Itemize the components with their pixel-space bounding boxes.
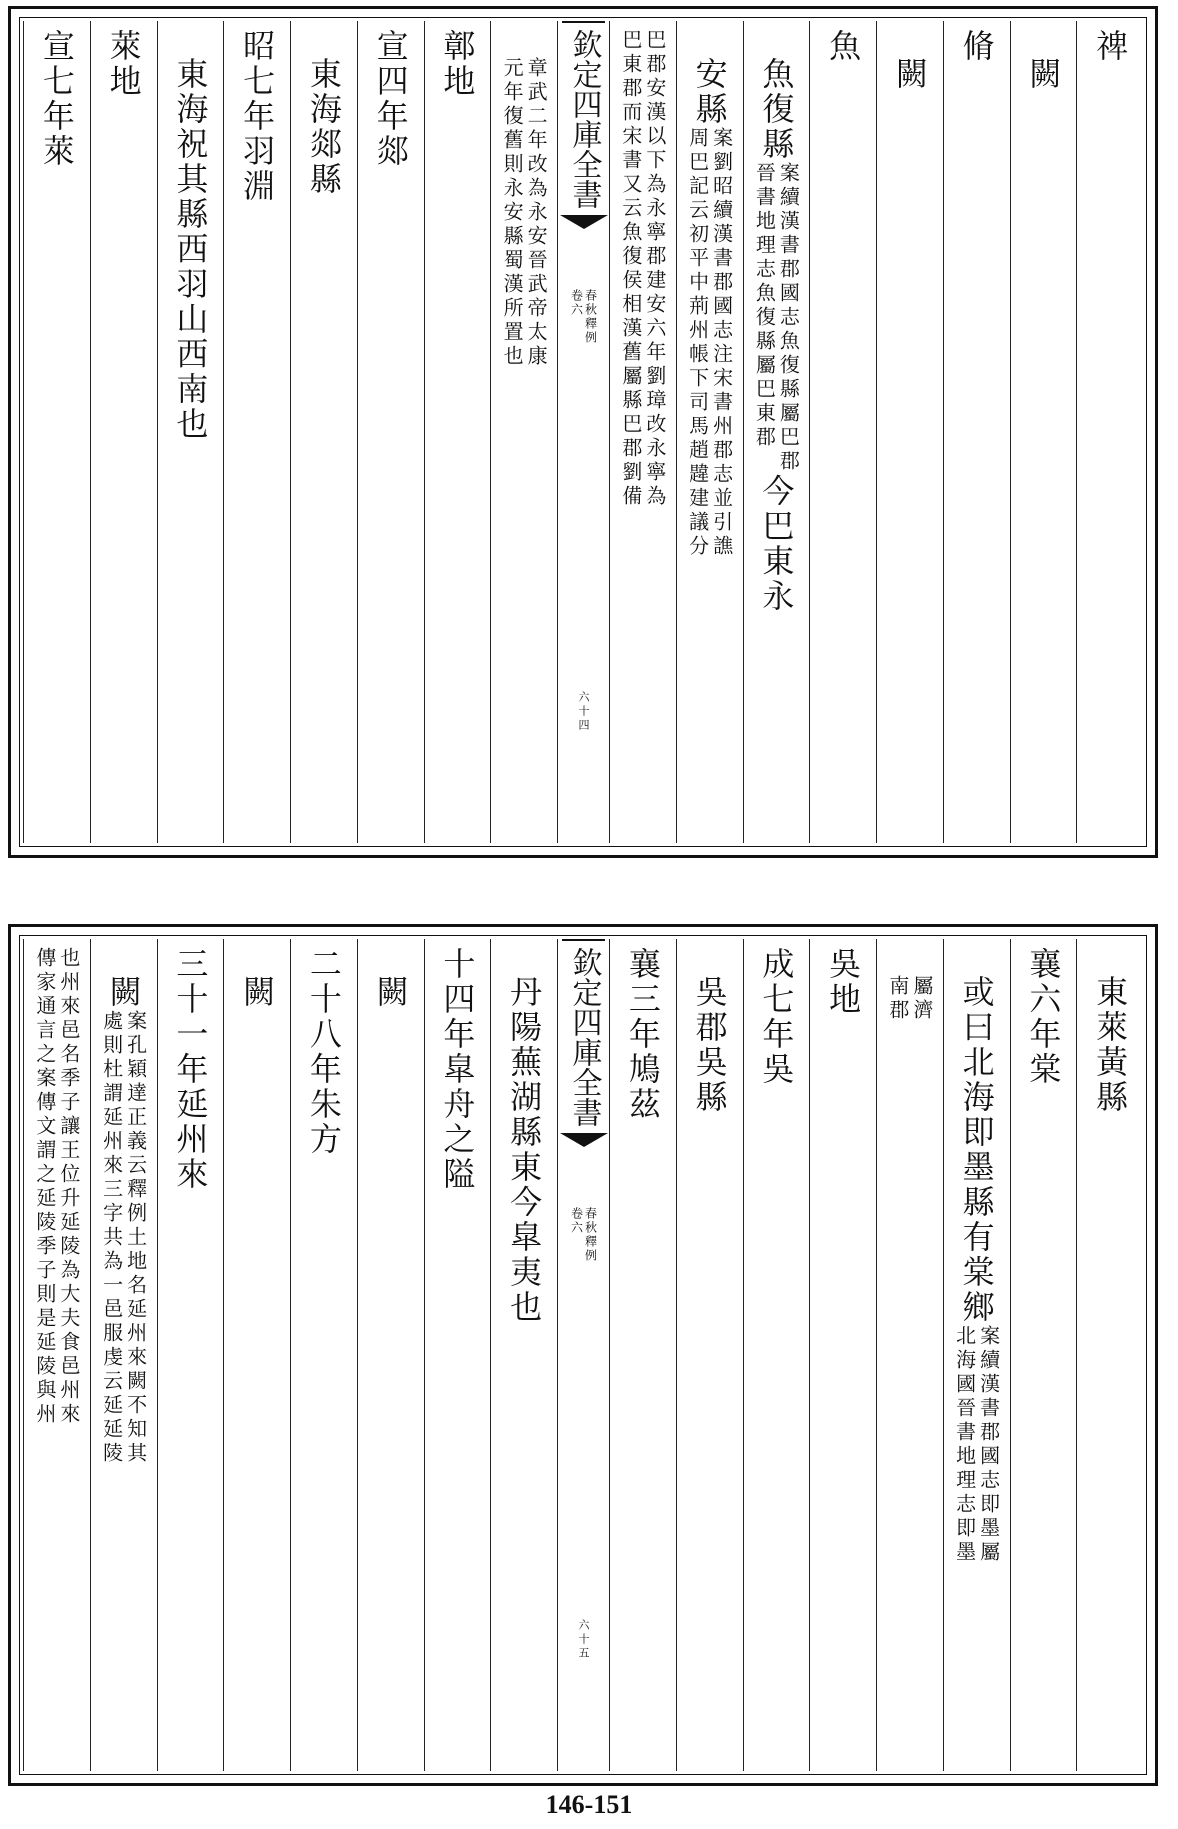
top-page-panel	[8, 6, 1158, 858]
library-title: 欽定四庫全書	[566, 947, 602, 1127]
volume-label-line: 春秋釋例	[583, 289, 598, 345]
main-text: 禆	[1091, 29, 1130, 64]
text-column	[23, 939, 90, 1771]
commentary-block	[752, 162, 801, 474]
commentary-block	[618, 29, 667, 509]
fold-rule	[562, 21, 605, 23]
column-content	[238, 29, 277, 843]
text-column	[424, 21, 491, 843]
text-column	[1076, 21, 1143, 843]
column-content	[685, 57, 734, 843]
commentary-line: 南郡	[885, 975, 910, 1023]
main-text: 吳郡吳縣	[690, 975, 729, 1115]
commentary-line: 元年復舊則永安縣蜀漢所置也	[500, 57, 525, 369]
column-content	[618, 29, 667, 843]
column-content	[757, 947, 796, 1771]
text-column	[357, 21, 424, 843]
volume-label	[571, 289, 597, 345]
commentary-line: 處則杜謂延州來三字共為一邑服虔云延延陵	[99, 1010, 124, 1466]
text-column	[676, 21, 743, 843]
main-text: 脩	[957, 29, 996, 64]
commentary-line: 屬濟	[909, 975, 934, 1023]
commentary-block	[32, 947, 81, 1427]
fish-tail-mark	[560, 215, 608, 229]
main-text: 昭七年羽淵	[238, 29, 277, 204]
center-fold-column	[557, 939, 609, 1771]
column-content	[623, 947, 662, 1771]
volume-label	[571, 1207, 597, 1263]
column-content	[1024, 947, 1063, 1771]
volume-label-line: 春秋釋例	[583, 1207, 598, 1263]
library-title: 欽定四庫全書	[566, 29, 602, 209]
main-text: 魚復縣	[757, 57, 796, 162]
column-content	[752, 57, 801, 843]
text-column	[23, 21, 90, 843]
commentary-line: 案續漢書郡國志魚復縣屬巴郡	[776, 162, 801, 474]
column-content	[238, 975, 277, 1771]
main-text: 東萊黃縣	[1091, 975, 1130, 1115]
column-content	[1091, 975, 1130, 1771]
main-text: 東海祝其縣西羽山西南也	[171, 57, 210, 442]
text-column	[90, 21, 157, 843]
text-column	[609, 939, 676, 1771]
column-content	[304, 947, 343, 1771]
main-text: 闕	[104, 975, 143, 1010]
column-content	[37, 29, 76, 843]
main-text: 丹陽蕪湖縣東今皐夷也	[505, 975, 544, 1325]
text-column	[743, 21, 810, 843]
text-column	[809, 21, 876, 843]
commentary-block	[952, 1325, 1001, 1565]
commentary-line: 巴東郡而宋書又云魚復侯相漢舊屬縣巴郡劉備	[618, 29, 643, 509]
folio-number: 六十四	[577, 691, 590, 733]
main-text: 宣四年郯	[371, 29, 410, 169]
text-column	[157, 21, 224, 843]
column-content	[104, 29, 143, 843]
column-content	[824, 947, 863, 1771]
column-content	[952, 975, 1001, 1771]
column-content	[171, 947, 210, 1771]
commentary-line: 章武二年改為永安晉武帝太康	[524, 57, 549, 369]
text-column	[609, 21, 676, 843]
text-column	[876, 21, 943, 843]
commentary-block	[685, 127, 734, 559]
text-column	[743, 939, 810, 1771]
main-text: 魚	[824, 29, 863, 64]
column-content	[957, 29, 996, 843]
main-text: 闕	[371, 975, 410, 1010]
column-content	[885, 975, 934, 1771]
column-content	[690, 975, 729, 1771]
main-text: 闕	[1024, 57, 1063, 92]
center-fold-column	[557, 21, 609, 843]
text-column	[1010, 21, 1077, 843]
commentary-block	[500, 57, 549, 369]
text-column	[290, 939, 357, 1771]
text-column	[809, 939, 876, 1771]
main-text: 二十八年朱方	[304, 947, 343, 1157]
text-column	[424, 939, 491, 1771]
main-text: 襄三年鳩茲	[623, 947, 662, 1122]
commentary-line: 案劉昭續漢書郡國志注宋書州郡志並引譙	[709, 127, 734, 559]
commentary-line: 傳家通言之案傳文謂之延陵季子則是延陵與州	[32, 947, 57, 1427]
folio-number: 六十五	[577, 1619, 590, 1661]
column-content	[438, 29, 477, 843]
column-content	[438, 947, 477, 1771]
column-content	[99, 975, 148, 1771]
main-text: 宣七年萊	[37, 29, 76, 169]
top-column-grid	[23, 21, 1143, 843]
main-text: 或曰北海即墨縣有棠鄉	[957, 975, 996, 1325]
column-content	[824, 29, 863, 843]
text-column	[157, 939, 224, 1771]
text-column	[290, 21, 357, 843]
column-content	[171, 57, 210, 843]
text-column	[943, 939, 1010, 1771]
commentary-block	[885, 975, 934, 1023]
column-content	[32, 947, 81, 1771]
commentary-line: 案續漢書郡國志即墨屬	[976, 1325, 1001, 1565]
column-content	[1091, 29, 1130, 843]
text-column	[1010, 939, 1077, 1771]
text-column	[223, 939, 290, 1771]
text-column	[943, 21, 1010, 843]
text-column	[676, 939, 743, 1771]
text-column	[357, 939, 424, 1771]
text-column	[90, 939, 157, 1771]
commentary-line: 案孔穎達正義云釋例土地名延州來闕不知其	[123, 1010, 148, 1466]
fold-rule	[562, 939, 605, 941]
main-text: 東海郯縣	[304, 57, 343, 197]
page-number: 146-151	[545, 1790, 633, 1819]
commentary-block	[99, 1010, 148, 1466]
main-text: 闕	[238, 975, 277, 1010]
text-column	[1076, 939, 1143, 1771]
main-text: 萊地	[104, 29, 143, 99]
main-text: 成七年吳	[757, 947, 796, 1087]
column-content	[371, 975, 410, 1771]
text-column	[223, 21, 290, 843]
column-content	[890, 57, 929, 843]
text-column	[490, 939, 557, 1771]
volume-label-line: 卷六	[569, 1207, 584, 1235]
commentary-line: 晉書地理志魚復縣屬巴東郡	[752, 162, 777, 450]
main-text: 襄六年棠	[1024, 947, 1063, 1087]
column-content	[505, 975, 544, 1771]
volume-label-line: 卷六	[569, 289, 584, 317]
column-content	[371, 29, 410, 843]
text-column	[876, 939, 943, 1771]
fish-tail-mark	[560, 1133, 608, 1147]
main-text: 安縣	[690, 57, 729, 127]
column-content	[500, 57, 549, 843]
bottom-column-grid	[23, 939, 1143, 1771]
main-text: 三十一年延州來	[171, 947, 210, 1192]
commentary-line: 巴郡安漢以下為永寧郡建安六年劉璋改永寧為	[642, 29, 667, 509]
main-text-continuation: 今巴東永	[757, 474, 796, 614]
main-text: 吳地	[824, 947, 863, 1017]
commentary-line: 周巴記云初平中荊州帳下司馬趙韙建議分	[685, 127, 710, 559]
column-content	[304, 57, 343, 843]
main-text: 闕	[890, 57, 929, 92]
main-text: 十四年皐舟之隘	[438, 947, 477, 1192]
text-column	[490, 21, 557, 843]
column-content	[1024, 57, 1063, 843]
commentary-line: 北海國晉書地理志即墨	[952, 1325, 977, 1565]
commentary-line: 也州來邑名季子讓王位升延陵為大夫食邑州來	[56, 947, 81, 1427]
bottom-page-panel	[8, 924, 1158, 1786]
main-text: 鄣地	[438, 29, 477, 99]
